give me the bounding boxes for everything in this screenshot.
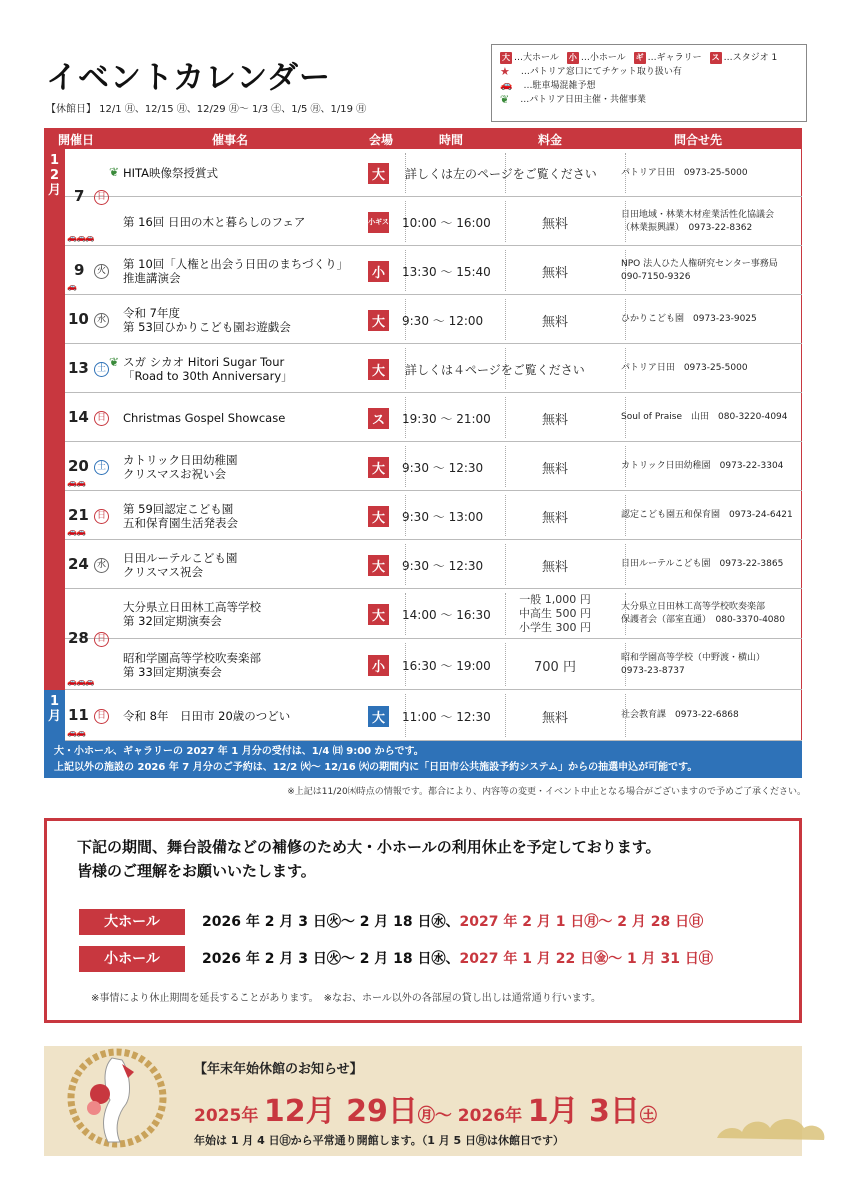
ye-date2: 1月 3日 <box>527 1094 640 1129</box>
event-name: HITA映像祭授賞式 <box>123 166 219 180</box>
host-icon: ❦ <box>109 165 120 179</box>
legend-gallery-label: …ギャラリー <box>647 53 702 63</box>
ye-sep: 〜 <box>434 1106 458 1126</box>
event-time: 詳しくは４ページをご覧ください <box>405 362 585 377</box>
parking-car-icon: 🚗 <box>67 282 76 291</box>
large-dates-b: 2027 年 2 月 1 日㊊〜 2 月 28 日㊐ <box>459 914 704 930</box>
ye-year2: 2026年 <box>457 1106 523 1126</box>
event-fee: 無料 <box>541 314 568 330</box>
event-time: 16:30 〜 19:00 <box>402 658 491 673</box>
event-time: 9:30 〜 12:30 <box>402 460 484 475</box>
col-event: 催事名 <box>212 133 249 147</box>
event-time: 14:00 〜 16:30 <box>402 608 491 622</box>
closure-message: 下記の期間、舞台設備などの補修のため大・小ホールの利用休止を予定しております。 皆様のご理解をお願いいたします。 <box>77 838 661 880</box>
car-icon: 🚗 <box>500 80 513 91</box>
event-day: 10 <box>68 309 89 328</box>
table-row <box>65 491 802 540</box>
legend-parking: …駐車場混雑予想 <box>523 81 596 91</box>
event-time: 10:00 〜 16:00 <box>402 215 491 230</box>
gallery-icon: ギ <box>635 53 644 62</box>
venue-badge: 大 <box>368 555 389 576</box>
venue-badge: 小 <box>368 261 389 282</box>
event-day: 9 <box>74 260 85 279</box>
event-fee: 無料 <box>541 510 568 526</box>
ye-wd2: ㊏ <box>639 1106 657 1126</box>
event-day: 13 <box>68 358 89 377</box>
event-time: 11:00 〜 12:30 <box>402 709 491 724</box>
weekday-badge: 土 <box>94 362 109 377</box>
col-contact: 問合せ先 <box>674 133 723 147</box>
event-fee: 無料 <box>541 559 568 575</box>
event-time: 9:30 〜 13:00 <box>402 509 484 524</box>
weekday-badge: 日 <box>94 709 109 724</box>
event-contact: 大分県立日田林工高等学校吹奏楽部 保護者会（部室直通） 080-3370-4080 <box>621 602 785 625</box>
parking-car-icon: 🚗🚗 <box>67 527 85 536</box>
weekday-badge: 水 <box>94 313 109 328</box>
closure-box <box>44 818 802 1023</box>
event-name: スガ シカオ Hitori Sugar Tour 「Road to 30th Anniversary」 <box>123 354 293 383</box>
month-jan-label: 1月 <box>48 694 62 724</box>
event-contact: ひかりこども園 0973-23-9025 <box>621 314 757 324</box>
table-row <box>65 540 802 589</box>
small-dates-a: 2026 年 2 月 3 日㊋〜 2 月 18 日㊌、 <box>202 951 460 967</box>
event-contact: 認定こども園五和保育園 0973-24-6421 <box>621 510 793 520</box>
event-day: 20 <box>68 456 89 475</box>
event-name: 第 16回 日田の木と暮らしのフェア <box>123 214 306 229</box>
event-fee: 一般 1,000 円 中高生 500 円 小学生 300 円 <box>519 593 591 634</box>
col-date: 開催日 <box>58 133 95 147</box>
weekday-badge: 水 <box>94 558 109 573</box>
event-time: 9:30 〜 12:30 <box>402 558 484 573</box>
event-day: 14 <box>68 407 89 426</box>
table-row <box>65 246 802 295</box>
gold-cloud-icon <box>712 1108 832 1148</box>
studio-icon: ス <box>711 53 720 62</box>
info-note: ※上記は11/20㈭時点の情報です。都合により、内容等の変更・イベント中止となる場合がございますので予めご了承ください。 <box>287 787 806 797</box>
venue-badge: 大 <box>368 457 389 478</box>
star-icon: ★ <box>500 65 510 78</box>
event-name: 第 59回認定こども園 五和保育園生活発表会 <box>123 501 238 530</box>
yearend-dates <box>194 1086 657 1130</box>
event-time: 13:30 〜 15:40 <box>402 264 491 279</box>
event-name: カトリック日田幼稚園 クリスマスお祝い会 <box>123 452 238 481</box>
weekday-badge: 日 <box>94 190 109 205</box>
yearend-note: 年始は 1 月 4 日㊐から平常通り開館します。（1 月 5 日㊊は休館日です） <box>194 1134 565 1147</box>
event-contact: NPO 法人ひた人権研究センター事務局 090-7150-9326 <box>621 258 778 282</box>
parking-car-icon: 🚗🚗 <box>67 478 85 487</box>
col-venue: 会場 <box>369 133 394 147</box>
event-day: 11 <box>68 705 89 724</box>
large-hall-dates <box>202 909 703 935</box>
legend-box <box>491 44 807 122</box>
event-fee: 無料 <box>541 216 568 232</box>
reservation-notice <box>44 741 802 778</box>
legend-small-label: …小ホール <box>580 53 626 63</box>
event-name: Christmas Gospel Showcase <box>123 410 286 425</box>
event-contact: 日田ルーテルこども園 0973-22-3865 <box>621 559 784 569</box>
horse-illustration-icon <box>62 1038 172 1158</box>
small-hall-icon: 小 <box>568 53 577 62</box>
event-name: 昭和学園高等学校吹奏楽部 第 33回定期演奏会 <box>123 650 261 679</box>
small-hall-dates <box>202 946 713 972</box>
page-title: イベントカレンダー <box>46 60 332 96</box>
large-hall-icon: 大 <box>502 53 510 62</box>
parking-car-icon: 🚗🚗 <box>67 728 85 737</box>
table-row <box>65 393 802 442</box>
event-contact: 昭和学園高等学校（中野渡・横山） 0973-23-8737 <box>621 652 766 676</box>
small-dates-b: 2027 年 1 月 22 日㊎〜 1 月 31 日㊐ <box>459 951 713 967</box>
event-name: 第 10回「人権と出会う日田のまちづくり」 推進講演会 <box>123 256 349 285</box>
event-day: 21 <box>68 505 89 524</box>
host-icon: ❦ <box>500 93 510 106</box>
event-contact: 社会教育課 0973-22-6868 <box>621 710 739 720</box>
venue-badge: 大 <box>368 163 389 184</box>
legend-studio-label: …スタジオ 1 <box>723 53 778 63</box>
col-fee: 料金 <box>538 133 563 147</box>
table-row <box>65 690 802 741</box>
event-contact: 日田地域・林業木材産業活性化協議会 （林業振興課） 0973-22-8362 <box>621 209 775 233</box>
weekday-badge: 日 <box>94 632 109 647</box>
closed-days: 【休館日】 12/1 ㊊、12/15 ㊊、12/29 ㊊〜 1/3 ㊏、1/5 ㊊、1/19 ㊊ <box>46 104 367 115</box>
parking-car-icon: 🚗🚗🚗 <box>67 233 94 242</box>
month-dec <box>44 149 65 690</box>
legend-large-label: …大ホール <box>514 53 559 63</box>
table-header <box>44 128 802 149</box>
venue-badge: 小ギス <box>368 212 389 233</box>
venue-badge: 大 <box>368 310 389 331</box>
event-name: 令和 8年 日田市 20歳のつどい <box>123 708 291 723</box>
weekday-badge: 日 <box>94 411 109 426</box>
large-dates-a: 2026 年 2 月 3 日㊋〜 2 月 18 日㊌、 <box>202 914 460 930</box>
event-contact: Soul of Praise 山田 080-3220-4094 <box>621 412 788 422</box>
table-row <box>65 639 802 690</box>
event-fee: 700 円 <box>534 659 576 675</box>
event-time: 詳しくは左のページをご覧ください <box>405 167 597 181</box>
small-hall-badge: 小ホール <box>79 946 185 972</box>
parking-car-icon: 🚗🚗🚗 <box>67 677 94 686</box>
month-dec-label: 12月 <box>48 153 62 198</box>
event-table <box>65 149 802 741</box>
closure-footnote: ※事情により休止期間を延長することがあります。 ※なお、ホール以外の各部屋の貸し出しは通常通り行います。 <box>91 993 601 1004</box>
table-row <box>65 149 802 205</box>
legend-host: …パトリア日田主催・共催事業 <box>520 95 647 105</box>
event-fee: 無料 <box>541 461 568 477</box>
event-day: 24 <box>68 554 89 573</box>
venue-badge: 大 <box>368 359 389 380</box>
col-time: 時間 <box>439 133 464 147</box>
venue-badge: ス <box>368 408 389 429</box>
host-icon: ❦ <box>109 354 120 369</box>
ye-date1: 12月 29日 <box>263 1094 418 1129</box>
notice-text: 大・小ホール、ギャラリーの 2027 年 1 月分の受付は、1/4 ㈰ 9:00 からです。 上記以外の施設の 2026 年 7 月分のご予約は、12/2 ㈫〜 12/16 ㈫の期間内に「日田市公共施設予約システム」からの抽選申込が可能です。 <box>54 746 698 773</box>
event-name: 大分県立日田林工高等学校 第 32回定期演奏会 <box>123 600 261 628</box>
event-fee: 無料 <box>541 265 568 281</box>
event-contact: パトリア日田 0973-25-5000 <box>621 363 748 373</box>
event-contact: カトリック日田幼稚園 0973-22-3304 <box>621 461 784 471</box>
event-name: 日田ルーテルこども園 クリスマス祝会 <box>123 550 238 579</box>
venue-badge: 大 <box>368 706 389 727</box>
event-contact: パトリア日田 0973-25-5000 <box>621 167 748 178</box>
event-time: 9:30 〜 12:00 <box>402 313 484 328</box>
table-row <box>65 295 802 344</box>
venue-badge: 大 <box>368 604 389 625</box>
legend-ticket: …パトリア窓口にてチケット取り扱い有 <box>520 67 682 77</box>
ye-year1: 2025年 <box>194 1106 259 1126</box>
event-fee: 無料 <box>541 710 568 726</box>
yearend-title: 【年末年始休館のお知らせ】 <box>194 1062 363 1077</box>
month-jan <box>44 690 65 741</box>
ye-wd1: ㊊ <box>417 1106 435 1126</box>
table-row <box>65 442 802 491</box>
venue-badge: 大 <box>368 506 389 527</box>
weekday-badge: 日 <box>94 509 109 524</box>
table-row <box>65 197 802 246</box>
event-day: 28 <box>68 629 89 647</box>
large-hall-badge: 大ホール <box>79 909 185 935</box>
event-day: 7 <box>74 187 85 205</box>
event-fee: 無料 <box>541 412 568 428</box>
table-row <box>65 589 802 647</box>
venue-badge: 小 <box>368 655 389 676</box>
weekday-badge: 火 <box>94 264 109 279</box>
table-row <box>65 344 802 393</box>
event-name: 令和 7年度 第 53回ひかりこども園お遊戯会 <box>123 305 291 334</box>
event-time: 19:30 〜 21:00 <box>402 411 491 426</box>
weekday-badge: 土 <box>94 460 109 475</box>
